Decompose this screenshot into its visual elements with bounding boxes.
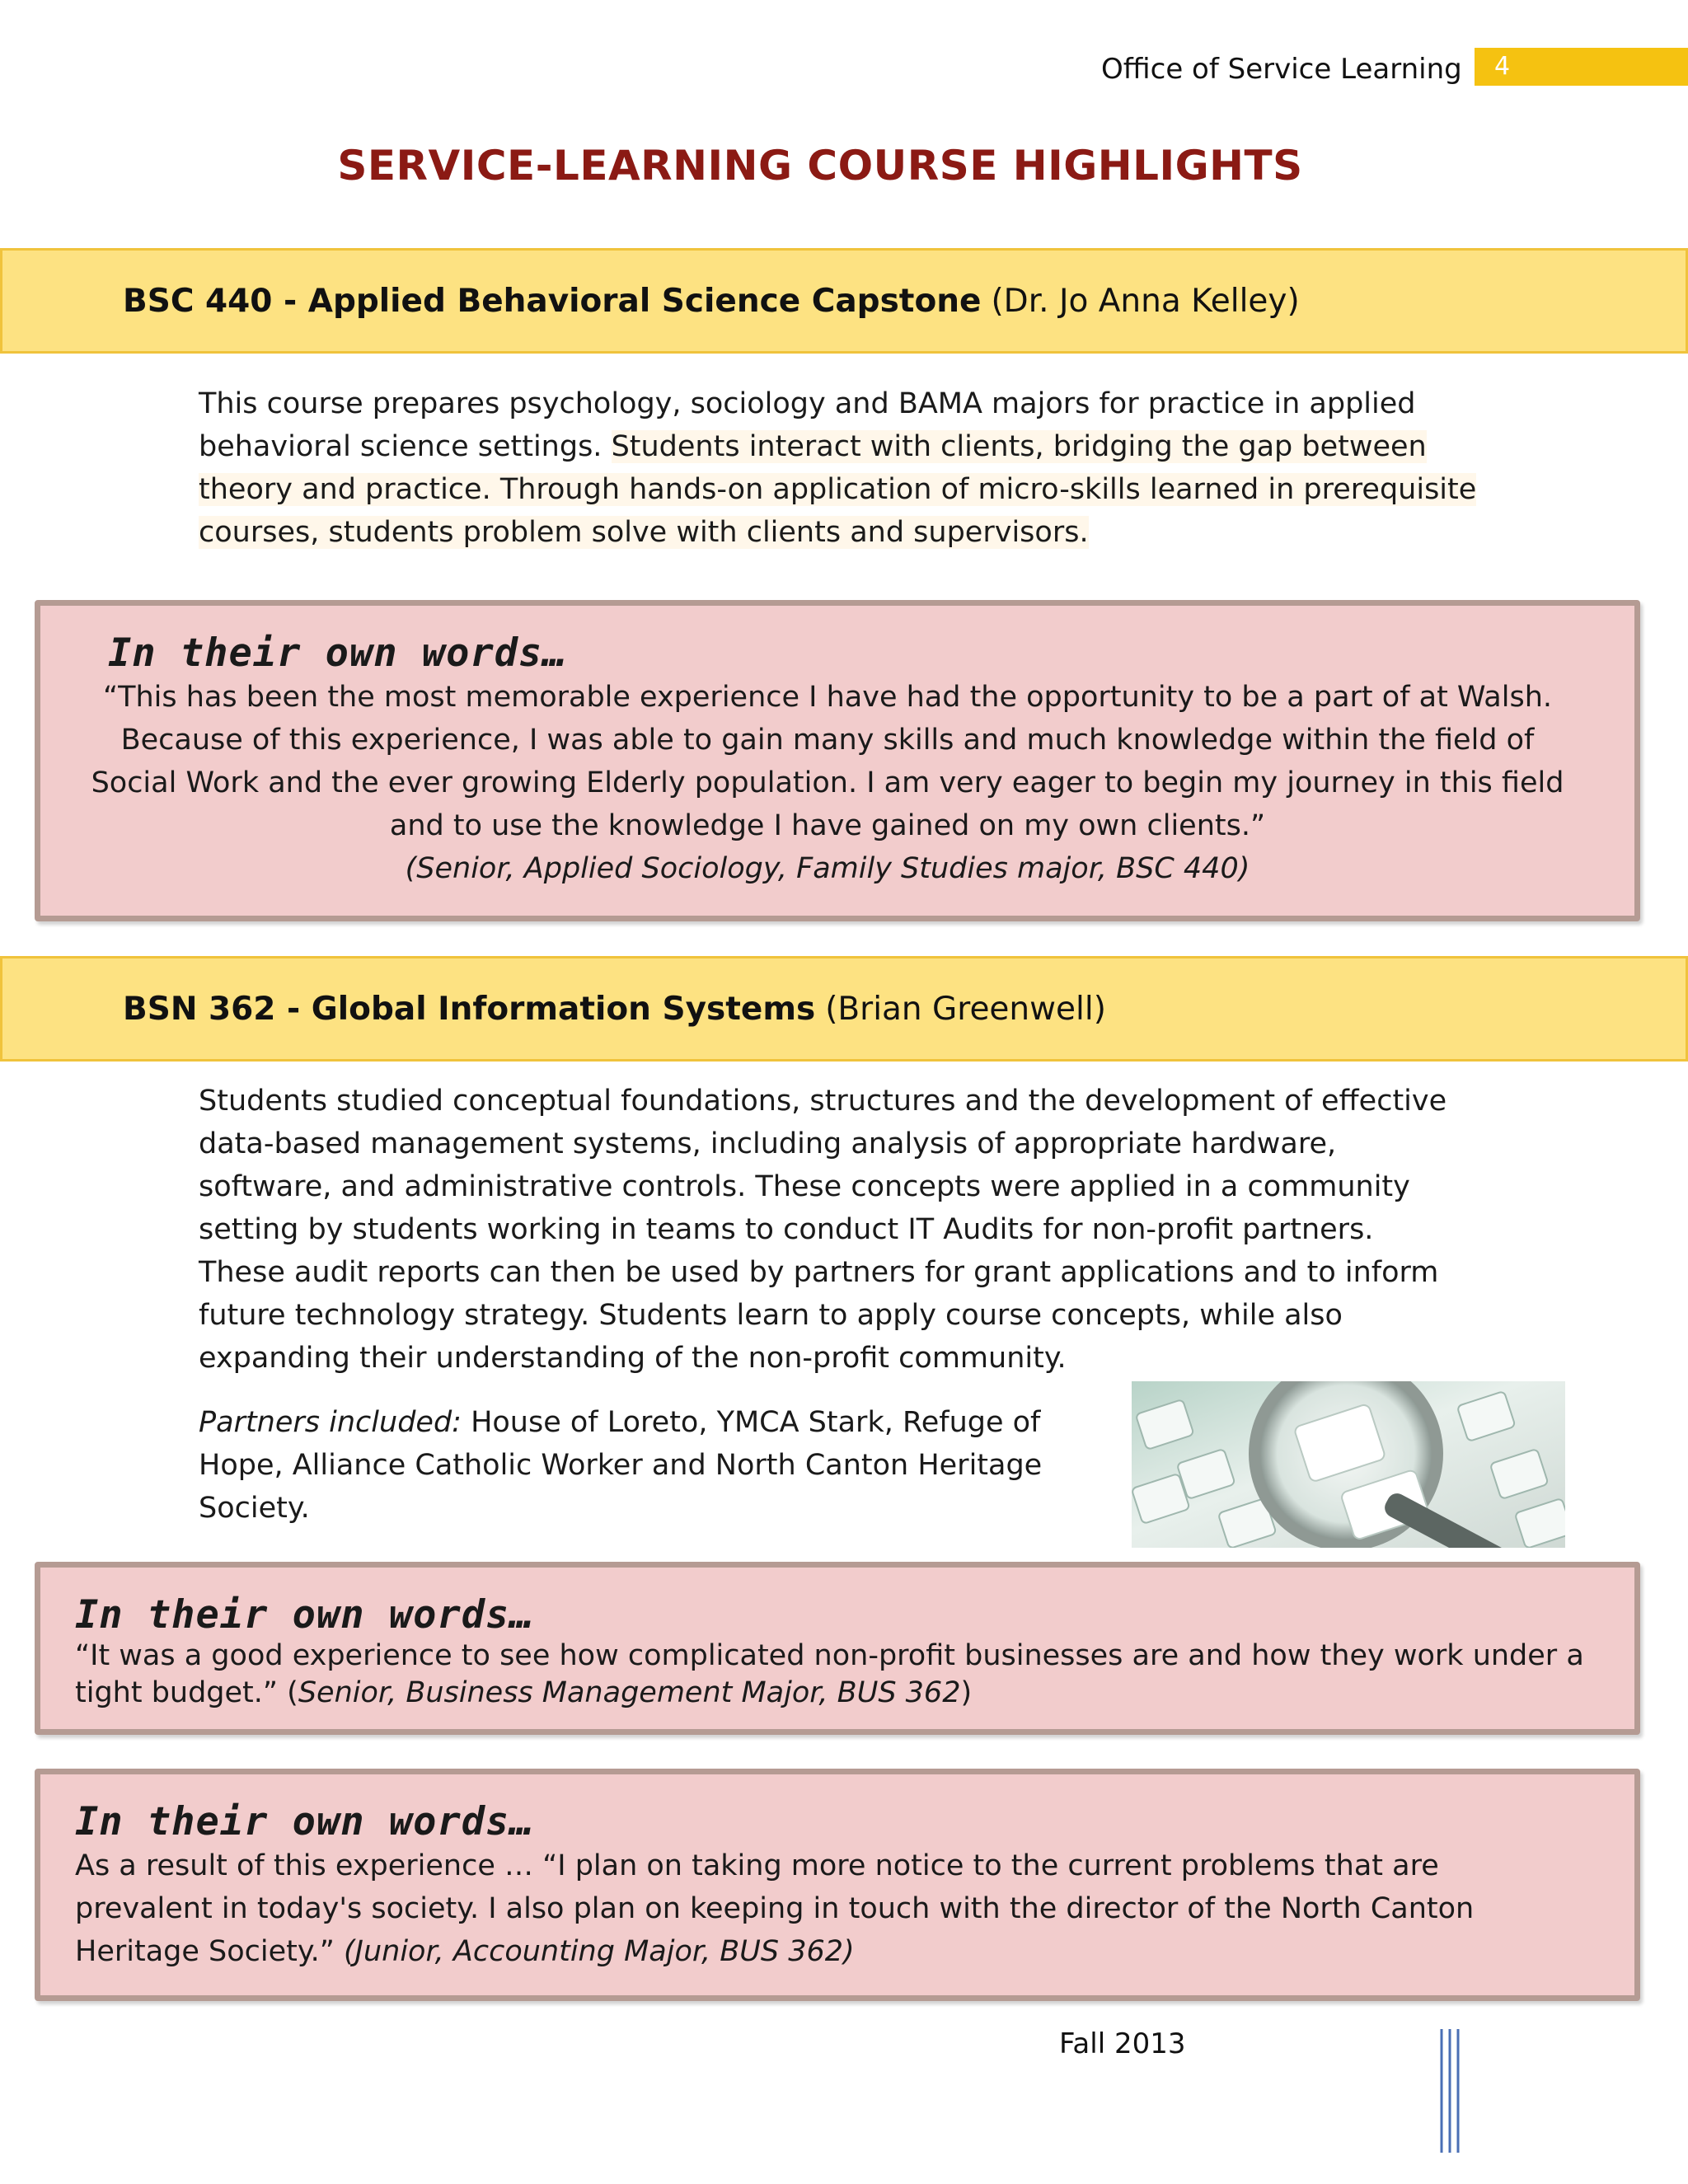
quote-text: [75, 1638, 1585, 1712]
keyboard-magnifier-image: [1132, 1381, 1565, 1548]
page-title: SERVICE-LEARNING COURSE HIGHLIGHTS: [337, 142, 1303, 190]
quote-heading: In their own words…: [108, 630, 567, 676]
quote-box-3: [35, 1769, 1640, 2001]
course-description-bsn362: Students studied conceptual foundations, structures and the development of effective data-based management systems, including analysis of appropriate hardware, software, and administrative controls. These concepts were applied in a community setting by students working in teams to conduct IT Audits for non-profit partners. These audit reports can then be used by partners for grant applications and to inform future technology strategy. Students learn to apply course concepts, while also expanding their understanding of the non-profit community.: [199, 1085, 1447, 1375]
footer-decorative-lines: [1438, 2029, 1463, 2153]
quote-box-1: [35, 600, 1640, 921]
course-header-bsc440: [0, 248, 1688, 354]
quote-heading: In their own words…: [75, 1592, 534, 1638]
partners-list: [199, 1401, 1097, 1530]
course-description-bsc440: [199, 382, 1484, 554]
quote-text: [77, 676, 1578, 890]
course-description-part: This course prepares psychology, sociology and BAMA majors for practice in applied behavioral science settings.: [199, 387, 1416, 463]
footer-term: Fall 2013: [1059, 2027, 1186, 2060]
quote-close: ): [960, 1676, 973, 1709]
quote-body: “This has been the most memorable experience I have had the opportunity to be a part of at Walsh. Because of this experience, I was able to gain many skills and much knowledge within the field of Social Work and the ever growing Elderly population. I am very eager to begin my journey in this field and to use the knowledge I have gained on my own clients.”: [91, 681, 1564, 842]
partners-names: House of Loreto, YMCA Stark, Refuge of Hope, Alliance Catholic Worker and North Canton Heritage Society.: [199, 1406, 1043, 1525]
quote-body: As a result of this experience … “I plan on taking more notice to the current problems that are prevalent in today's society. I also plan on keeping in touch with the director of the North Canton Heritage Society.”: [75, 1849, 1475, 1968]
page-number-tab: 4: [1475, 48, 1688, 86]
partners-label: Partners included:: [199, 1406, 462, 1439]
quote-attribution: (Junior, Accounting Major, BUS 362): [343, 1935, 855, 1968]
quote-body: “It was a good experience to see how complicated non-profit businesses are and how they work under a tight budget.” (: [75, 1639, 1584, 1709]
quote-attribution: Senior, Business Management Major, BUS 362: [298, 1676, 961, 1709]
course-instructor: (Dr. Jo Anna Kelley): [991, 282, 1300, 320]
quote-box-2: [35, 1562, 1640, 1735]
course-header-bsn362: [0, 956, 1688, 1062]
course-code-title: BSN 362 - Global Information Systems: [123, 990, 816, 1028]
quote-text: [75, 1844, 1585, 1973]
course-code-title: BSC 440 - Applied Behavioral Science Capstone: [123, 282, 982, 320]
course-description-highlight: Students interact with clients, bridging the gap between theory and practice. Through hands-on application of micro-skills learned in prerequisite courses, students problem solve with clients and supervisors.: [199, 430, 1477, 549]
quote-attribution: (Senior, Applied Sociology, Family Studies major, BSC 440): [405, 852, 1250, 885]
course-instructor: (Brian Greenwell): [825, 990, 1106, 1028]
quote-heading: In their own words…: [75, 1799, 534, 1844]
header-office-name: Office of Service Learning: [1101, 53, 1462, 86]
